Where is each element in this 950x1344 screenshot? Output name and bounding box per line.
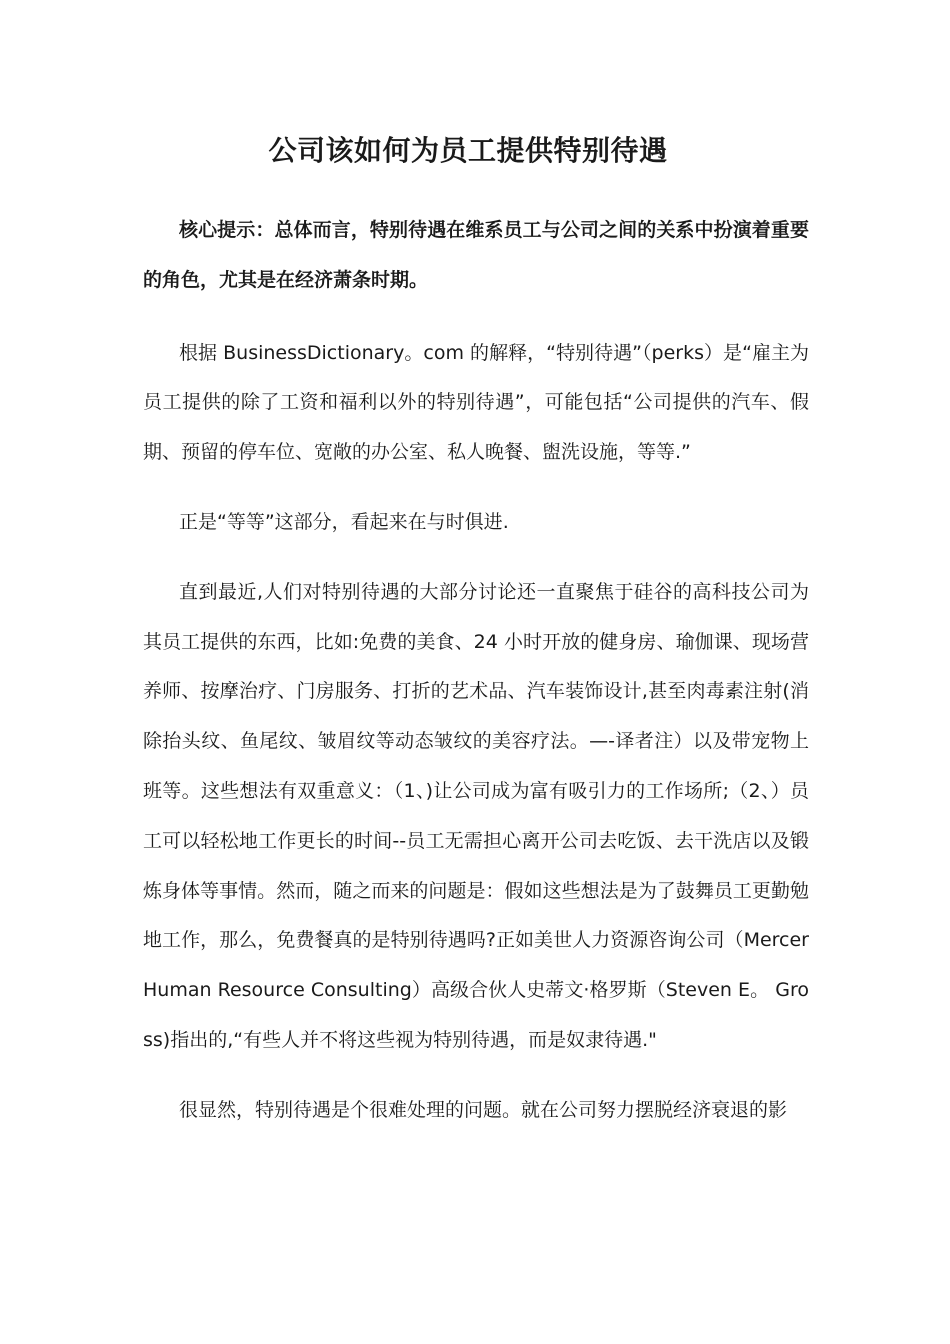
silicon-valley-perks-paragraph: 直到最近,人们对特别待遇的大部分讨论还一直聚焦于硅谷的高科技公司为其员工提供的东西，比如:免费的美食、24 小时开放的健身房、瑜伽课、现场营养师、按摩治疗、门房服务、打折的艺术品、汽车装饰设计,甚至肉毒素注射(消除抬头纹、鱼尾纹、皱眉纹等动态皱纹的美容疗法。—-译者注）以及带宠物上班等。这些想法有双重意义：（1、)让公司成为富有吸引力的工作场所;（2、）员工可以轻松地工作更长的时间--员工无需担心离开公司去吃饭、去干洗店以及锻炼身体等事情。然而，随之而来的问题是：假如这些想法是为了鼓舞员工更勤勉地工作，那么，免费餐真的是特别待遇吗?正如美世人力资源咨询公司（Mercer Human Resource Consulting）高级合伙人史蒂文·格罗斯（Steven E。 Gross)指出的,“有些人并不将这些视为特别待遇，而是奴隶待遇."	[143, 580, 809, 1051]
etc-paragraph: 正是“等等”这部分，看起来在与时俱进.	[179, 510, 509, 533]
document-page	[143, 120, 809, 1136]
core-summary-paragraph: 核心提示：总体而言，特别待遇在维系员工与公司之间的关系中扮演着重要的角色，尤其是在经济萧条时期。	[143, 219, 809, 291]
recession-paragraph: 很显然，特别待遇是个很难处理的问题。就在公司努力摆脱经济衰退的影	[179, 1098, 788, 1121]
definition-paragraph: 根据 BusinessDictionary。com 的解释，“特别待遇”（perks）是“雇主为员工提供的除了工资和福利以外的特别待遇”，可能包括“公司提供的汽车、假期、预留的停车位、宽敞的办公室、私人晚餐、盥洗设施，等等.”	[143, 341, 809, 464]
document-title: 公司该如何为员工提供特别待遇	[268, 134, 668, 167]
